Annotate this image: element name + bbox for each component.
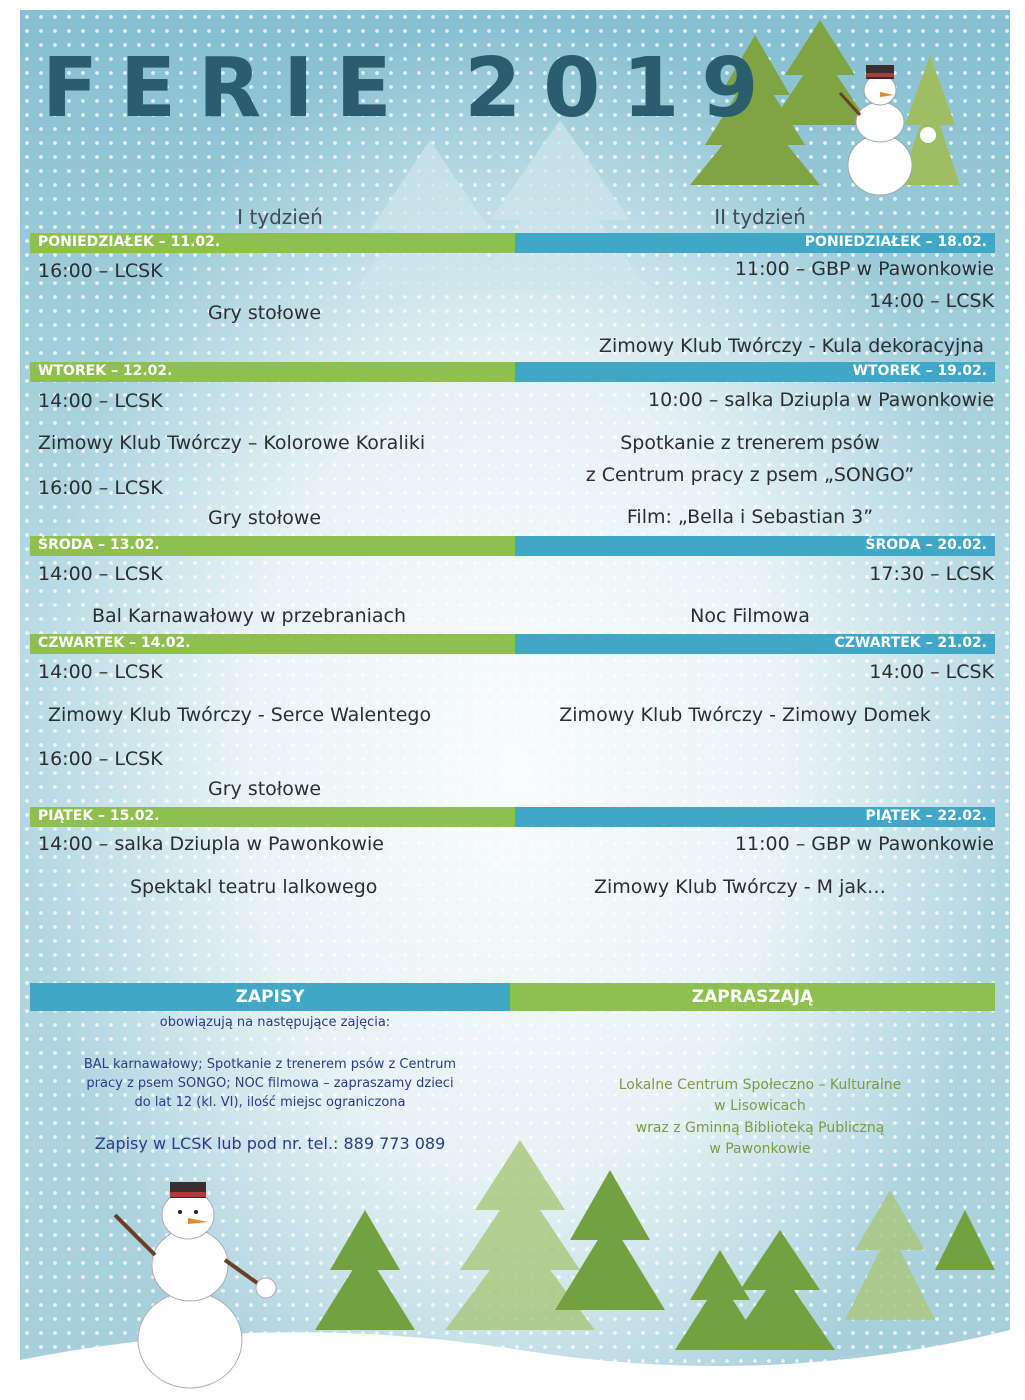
event-time: 11:00 – GBP w Pawonkowie — [734, 833, 994, 855]
event-time: 14:00 – LCSK — [869, 290, 994, 312]
event-title: Film: „Bella i Sebastian 3” — [626, 506, 874, 528]
zapisy-subtitle: obowiązują na następujące zajęcia: — [159, 1015, 391, 1030]
zapisy-heading: ZAPISY — [235, 987, 305, 1007]
zapisy-line: do lat 12 (kl. VI), ilość miejsc ograniczona — [134, 1095, 406, 1110]
day-bar-friday — [30, 807, 995, 827]
event-title: Bal Karnawałowy w przebraniach — [92, 605, 407, 627]
event-title: Gry stołowe — [208, 778, 322, 800]
organizer-line: w Lisowicach — [714, 1098, 806, 1114]
zapisy-phone: Zapisy w LCSK lub pod nr. tel.: 889 773 089 — [94, 1134, 446, 1153]
zapisy-bar — [30, 983, 510, 1011]
day-label-right: WTOREK – 19.02. — [852, 363, 987, 379]
day-label-right: PONIEDZIAŁEK – 18.02. — [804, 234, 987, 250]
organizer-line: wraz z Gminną Biblioteką Publiczną — [635, 1120, 885, 1136]
background-trees-illustration — [350, 120, 660, 340]
event-title: Gry stołowe — [208, 507, 322, 529]
poster-title: FERIE 2019 — [42, 41, 781, 136]
event-title: Zimowy Klub Twórczy - Zimowy Domek — [559, 704, 931, 726]
zapisy-line: BAL karnawałowy; Spotkanie z trenerem psów z Centrum — [83, 1057, 457, 1072]
day-bar-thursday — [30, 634, 995, 654]
event-time: 17:30 – LCSK — [869, 563, 994, 585]
day-label-left: CZWARTEK – 14.02. — [38, 635, 191, 651]
event-title: Noc Filmowa — [690, 605, 810, 627]
event-title: Zimowy Klub Twórczy - Kula dekoracyjna — [598, 335, 984, 357]
event-time: 14:00 – LCSK — [869, 661, 994, 683]
event-time: 16:00 – LCSK — [38, 260, 163, 282]
day-label-left: PONIEDZIAŁEK – 11.02. — [38, 234, 221, 250]
event-time: 14:00 – LCSK — [38, 661, 163, 683]
event-time: 16:00 – LCSK — [38, 477, 163, 499]
day-label-right: PIĄTEK – 22.02. — [865, 808, 987, 824]
week-1-heading: I tydzień — [237, 205, 323, 229]
event-title: Zimowy Klub Twórczy - M jak… — [593, 876, 887, 898]
event-title: Zimowy Klub Twórczy – Kolorowe Koraliki — [38, 432, 426, 454]
zapisy-line: pracy z psem SONGO; NOC filmowa – zapraszamy dzieci — [86, 1076, 454, 1091]
zapraszaja-heading: ZAPRASZAJĄ — [691, 987, 814, 1007]
event-time: 11:00 – GBP w Pawonkowie — [734, 258, 994, 280]
day-bar-wednesday — [30, 536, 995, 556]
day-label-left: ŚRODA – 13.02. — [38, 537, 160, 553]
event-title: Spotkanie z trenerem psów — [620, 432, 880, 454]
event-time: 14:00 – LCSK — [38, 563, 163, 585]
zapraszaja-bar — [510, 983, 995, 1011]
event-title: Spektakl teatru lalkowego — [130, 876, 378, 898]
day-label-left: PIĄTEK – 15.02. — [38, 808, 160, 824]
event-title: z Centrum pracy z psem „SONGO” — [585, 464, 915, 486]
day-label-right: ŚRODA – 20.02. — [865, 537, 987, 553]
event-time: 14:00 – LCSK — [38, 390, 163, 412]
day-label-left: WTOREK – 12.02. — [38, 363, 173, 379]
day-label-right: CZWARTEK – 21.02. — [834, 635, 987, 651]
bottom-trees-snowman-illustration — [20, 1130, 1010, 1390]
event-title: Zimowy Klub Twórczy - Serce Walentego — [48, 704, 432, 726]
event-time: 10:00 – salka Dziupla w Pawonkowie — [648, 389, 994, 411]
event-time: 14:00 – salka Dziupla w Pawonkowie — [38, 833, 384, 855]
event-title: Gry stołowe — [208, 302, 322, 324]
day-bar-tuesday — [30, 362, 995, 382]
day-bar-monday — [30, 233, 995, 253]
poster — [20, 10, 1010, 1390]
event-time: 16:00 – LCSK — [38, 748, 163, 770]
week-2-heading: II tydzień — [714, 205, 806, 229]
organizer-line: w Pawonkowie — [709, 1141, 811, 1157]
organizer-line: Lokalne Centrum Społeczno – Kulturalne — [618, 1077, 902, 1093]
